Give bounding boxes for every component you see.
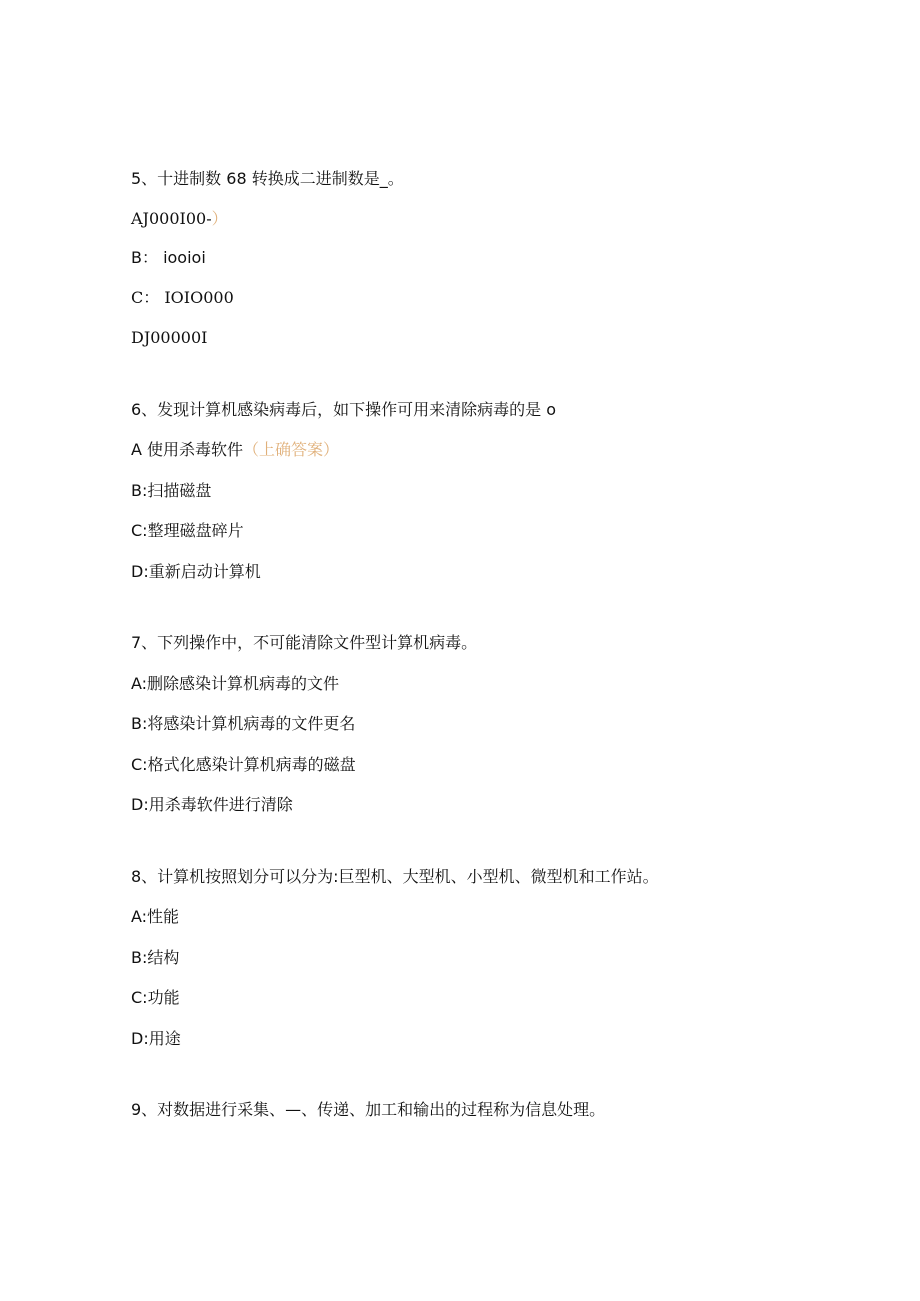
question-8-option-d: D:用途 bbox=[131, 1029, 181, 1048]
question-5-option-b: B： iooioi bbox=[131, 248, 206, 267]
question-5: 5、十进制数 68 转换成二进制数是_。 bbox=[131, 169, 404, 188]
question-8-option-b: B:结构 bbox=[131, 948, 180, 967]
question-7-option-c: C:格式化感染计算机病毒的磁盘 bbox=[131, 755, 356, 774]
question-6-option-d: D:重新启动计算机 bbox=[131, 562, 261, 581]
question-6: 6、发现计算机感染病毒后，如下操作可用来清除病毒的是 o bbox=[131, 400, 557, 419]
option-a-text: A 使用杀毒软件 bbox=[131, 440, 244, 459]
question-8-option-a: A:性能 bbox=[131, 907, 180, 926]
question-5-option-c: C： IOIO000 bbox=[131, 288, 234, 307]
question-9: 9、对数据进行采集、—、传递、加工和输出的过程称为信息处理。 bbox=[131, 1100, 606, 1119]
question-8: 8、计算机按照划分可以分为:巨型机、大型机、小型机、微型机和工作站。 bbox=[131, 867, 659, 886]
question-5-option-a bbox=[131, 209, 228, 229]
question-7-option-b: B:将感染计算机病毒的文件更名 bbox=[131, 714, 356, 733]
question-7-option-a: A:删除感染计算机病毒的文件 bbox=[131, 674, 340, 693]
question-6-option-a bbox=[131, 440, 339, 460]
question-7-option-d: D:用杀毒软件进行清除 bbox=[131, 795, 293, 814]
option-a-text: AJ000I00- bbox=[131, 209, 212, 228]
answer-mark: （上确答案） bbox=[243, 440, 340, 459]
answer-mark: ） bbox=[211, 209, 228, 228]
question-7: 7、下列操作中，不可能清除文件型计算机病毒。 bbox=[131, 633, 478, 652]
question-6-option-c: C:整理磁盘碎片 bbox=[131, 521, 244, 540]
question-8-option-c: C:功能 bbox=[131, 988, 180, 1007]
question-5-option-d: DJ00000I bbox=[131, 328, 208, 347]
question-6-option-b: B:扫描磁盘 bbox=[131, 481, 212, 500]
